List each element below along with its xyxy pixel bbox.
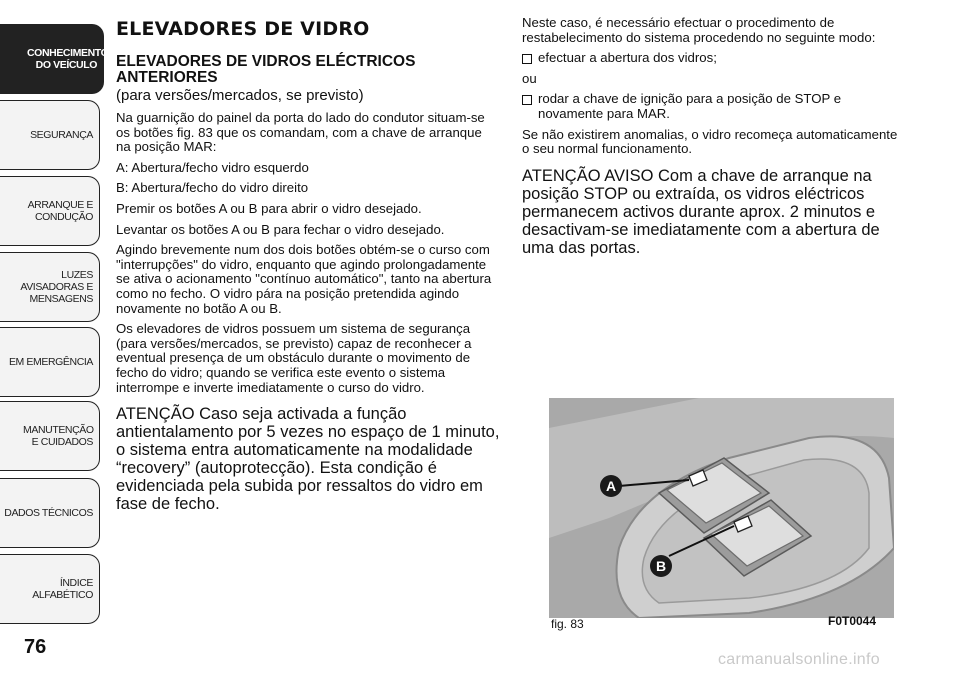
section-sidebar <box>0 0 109 640</box>
paragraph: Se não existirem anomalias, o vidro recomeça automaticamente o seu normal funcionamento. <box>522 126 898 157</box>
tab-label: ÍNDICE ALFABÉTICO <box>32 577 93 601</box>
tab-luzes-avisadoras[interactable] <box>0 252 100 322</box>
figure-caption: fig. 83 <box>551 617 584 631</box>
list-item <box>522 92 907 121</box>
tab-seguranca[interactable] <box>0 100 100 170</box>
tab-label: MANUTENÇÃO E CUIDADOS <box>23 424 94 448</box>
label-b: B <box>655 558 667 574</box>
page-number: 76 <box>24 636 47 658</box>
label-a: A <box>605 478 617 494</box>
left-column <box>116 18 500 513</box>
section-note: (para versões/mercados, se previsto) <box>116 87 364 104</box>
tab-label: DADOS TÉCNICOS <box>4 507 93 519</box>
tab-em-emergencia[interactable] <box>0 327 100 397</box>
figure-window-switches <box>549 398 894 618</box>
window-switch-illustration <box>549 398 894 618</box>
list-item-text: efectuar a abertura dos vidros; <box>538 50 717 66</box>
paragraph: Premir os botões A ou B para abrir o vidro desejado. <box>116 200 422 216</box>
paragraph: Na guarnição do painel da porta do lado do condutor situam-se os botões fig. 83 que os comandam, com a chave de arranque na posição MAR: <box>116 110 485 155</box>
tab-dados-tecnicos[interactable] <box>0 478 100 548</box>
paragraph: Levantar os botões A ou B para fechar o vidro desejado. <box>116 221 445 237</box>
right-column <box>522 16 907 257</box>
watermark: carmanualsonline.info <box>718 651 880 668</box>
page-title: ELEVADORES DE VIDRO <box>116 18 370 40</box>
list-item-text: rodar a chave de ignição para a posição de STOP e novamente para MAR. <box>538 91 842 121</box>
tab-label: CONHECIMENTO DO VEÍCULO <box>27 47 109 71</box>
tab-manutencao-e-cuidados[interactable] <box>0 401 100 471</box>
figure-code: F0T0044 <box>828 614 877 628</box>
section-heading: ELEVADORES DE VIDROS ELÉCTRICOS ANTERIORES <box>116 53 416 86</box>
paragraph: Os elevadores de vidros possuem um sistema de segurança (para versões/mercados, se previsto) capaz de reconhecer a eventual presença de um obstáculo durante o movimento de fecho do vidro; quando se verifica este evento o sistema interrompe e inverte imediatamente o curso do vidro. <box>116 321 472 395</box>
list-item <box>522 51 907 66</box>
tab-indice-alfabetico[interactable] <box>0 554 100 624</box>
tab-arranque-e-conducao[interactable] <box>0 176 100 246</box>
warning-text: ATENÇÃO Caso seja activada a função antientalamento por 5 vezes no espaço de 1 minuto, o sistema entra automaticamente na modalidade “recovery” (autoprotecção). Esta condição é evidenciada pela subida por ressaltos do vidro em fase de fecho. <box>116 405 500 514</box>
tab-conhecimento-do-veiculo[interactable] <box>0 24 109 94</box>
checkbox-bullet-icon <box>522 95 532 105</box>
tab-label: EM EMERGÊNCIA <box>8 356 93 368</box>
paragraph: A: Abertura/fecho vidro esquerdo <box>116 159 309 175</box>
warning-text: ATENÇÃO AVISO Com a chave de arranque na posição STOP ou extraída, os vidros eléctricos permanecem activos durante aprox. 2 minutos e desactivam-se imediatamente com a abertura de uma das portas. <box>522 166 880 257</box>
tab-label: SEGURANÇA <box>30 129 93 141</box>
checkbox-bullet-icon <box>522 54 532 64</box>
tab-label: LUZES AVISADORAS E MENSAGENS <box>20 269 93 305</box>
paragraph: Agindo brevemente num dos dois botões obtém-se o curso com "interrupções" do vidro, enquanto que agindo prolongadamente se ativa o acionamento "contínuo automático", tanto na abertura como no fecho. O vidro pára na posição pretendida agindo novamente no botão A ou B. <box>116 242 492 316</box>
paragraph: B: Abertura/fecho do vidro direito <box>116 180 309 196</box>
tab-label: ARRANQUE E CONDUÇÃO <box>27 199 93 223</box>
paragraph: Neste caso, é necessário efectuar o procedimento de restabelecimento do sistema procedendo no seguinte modo: <box>522 15 876 45</box>
paragraph: ou <box>522 70 537 86</box>
